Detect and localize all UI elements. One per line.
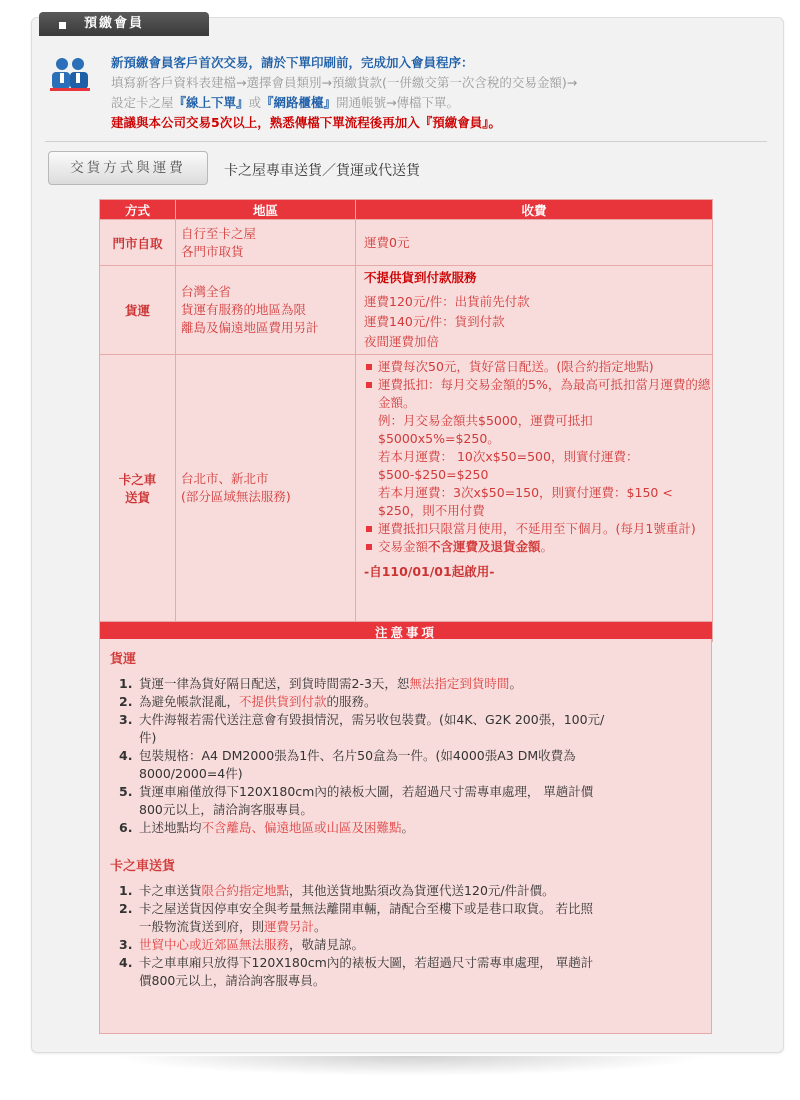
- intro-line-4: 建議與本公司交易5次以上，熟悉傳檔下單流程後再加入『預繳會員』。: [111, 115, 501, 130]
- table-row: [100, 220, 713, 266]
- method-truck-delivery: 卡之車 送貨: [100, 355, 176, 622]
- member-intro: [111, 53, 577, 133]
- region-truck-delivery: 台北市、新北市 (部分區域無法服務): [176, 355, 356, 622]
- header-method: 方式: [100, 200, 176, 220]
- fee-bullet: 運費抵扣只限當月使用，不延用至下個月。(每月1號重計): [364, 520, 712, 538]
- web-counter-link[interactable]: 『網路櫃檯』: [261, 95, 337, 110]
- shipping-table: [99, 199, 713, 642]
- intro-line-3: 設定卡之屋『線上下單』或『網路櫃檯』開通帳號→傳檔下單。: [111, 95, 460, 110]
- fee-bullet: 運費抵扣：每月交易金額的5%，為最高可抵扣當月運費的總金額。: [364, 376, 712, 412]
- tab-title: 預繳會員: [84, 16, 145, 31]
- freight-notes-title: 貨運: [110, 652, 137, 667]
- panel-shadow: [110, 1056, 710, 1076]
- fee-truck-delivery: 運費每次50元，貨好當日配送。(限合約指定地點) 運費抵扣：每月交易金額的5%，為最高可抵扣當月運費的總金額。 例：月交易金額共$5000，運費可抵扣 $5000x5%=$250。 若本月運費： 10次x$50=500，則實付運費： $500-$250=$250 若本月運費：3次x$50=150，則實付運費：$150 < $250，則不用付費 運費抵扣只限當月使用，不延用至下個月。(每月1號重計) 交易金額不含運費及退貨金額。 -自110/01/01起啟用-: [356, 355, 713, 622]
- fee-bullet: 運費每次50元，貨好當日配送。(限合約指定地點): [364, 358, 712, 376]
- freight-notes-list: [115, 675, 705, 837]
- tab-bullet-icon: [59, 22, 66, 29]
- list-item: 2. 為避免帳款混亂，不提供貨到付款的服務。: [119, 694, 377, 709]
- table-row: [100, 355, 713, 622]
- start-date: -自110/01/01起啟用-: [364, 564, 495, 579]
- notes-section: [99, 639, 712, 1034]
- header-fee: 收費: [356, 200, 713, 220]
- list-item: 1. 卡之車送貨限合約指定地點，其他送貨地點須改為貨運代送120元/件計價。: [119, 883, 555, 898]
- list-item: 3. 世貿中心或近郊區無法服務，敬請見諒。: [119, 937, 365, 952]
- fee-bullet: 交易金額不含運費及退貨金額。: [364, 538, 712, 556]
- table-header-row: [100, 200, 713, 220]
- section-tab: [39, 12, 209, 36]
- intro-line-2: 填寫新客戶資料表建檔→選擇會員類別→預繳貨款(一併繳交第一次含稅的交易金額)→: [111, 75, 578, 90]
- method-freight: 貨運: [100, 266, 176, 355]
- members-icon: [50, 55, 90, 91]
- list-item: 4. 卡之車車廂只放得下120X180cm內的裱板大圖，若超過尺寸需專車處理， 單趟計 價800元以上，請洽詢客服專員。: [119, 955, 594, 988]
- truck-notes-list: [115, 882, 705, 990]
- divider: [45, 141, 767, 142]
- list-item: 4. 包裝規格：A4 DM2000張為1件、名片50盒為一件。(如4000張A3 DM收費為 8000/2000=4件): [119, 748, 576, 781]
- fee-store-pickup: 運費0元: [356, 220, 713, 266]
- delivery-method-button[interactable]: 交貨方式與運費: [48, 151, 208, 185]
- list-item: 3. 大件海報若需代送注意會有毀損情況，需另收包裝費。(如4K、G2K 200張，100元/ 件): [119, 712, 605, 745]
- truck-notes-title: 卡之車送貨: [110, 859, 176, 874]
- region-store-pickup: 自行至卡之屋 各門市取貨: [176, 220, 356, 266]
- table-row: [100, 266, 713, 355]
- list-item: 6. 上述地點均不含離島、偏遠地區或山區及困難點。: [119, 820, 415, 835]
- list-item: 2. 卡之屋送貨因停車安全與考量無法離開車輛，請配合至樓下或是巷口取貨。 若比照 一般物流貨送到府，則運費另計。: [119, 901, 593, 934]
- notes-title: 注意事項: [100, 622, 713, 642]
- list-item: 1. 貨運一律為貨好隔日配送，到貨時間需2-3天，恕無法指定到貨時間。: [119, 676, 522, 691]
- fee-freight: 不提供貨到付款服務 運費120元/件：出貨前先付款 運費140元/件：貨到付款 夜間運費加倍: [356, 266, 713, 355]
- intro-line-1: 新預繳會員客戶首次交易，請於下單印刷前，完成加入會員程序：: [111, 55, 474, 70]
- section-subtitle: 卡之屋專車送貨／貨運或代送貨: [224, 163, 420, 179]
- region-freight: 台灣全省 貨運有服務的地區為限 離島及偏遠地區費用另計: [176, 266, 356, 355]
- method-store-pickup: 門市自取: [100, 220, 176, 266]
- online-order-link[interactable]: 『線上下單』: [173, 95, 249, 110]
- list-item: 5. 貨運車廂僅放得下120X180cm內的裱板大圖，若超過尺寸需專車處理， 單趟計價 800元以上，請洽詢客服專員。: [119, 784, 594, 817]
- header-region: 地區: [176, 200, 356, 220]
